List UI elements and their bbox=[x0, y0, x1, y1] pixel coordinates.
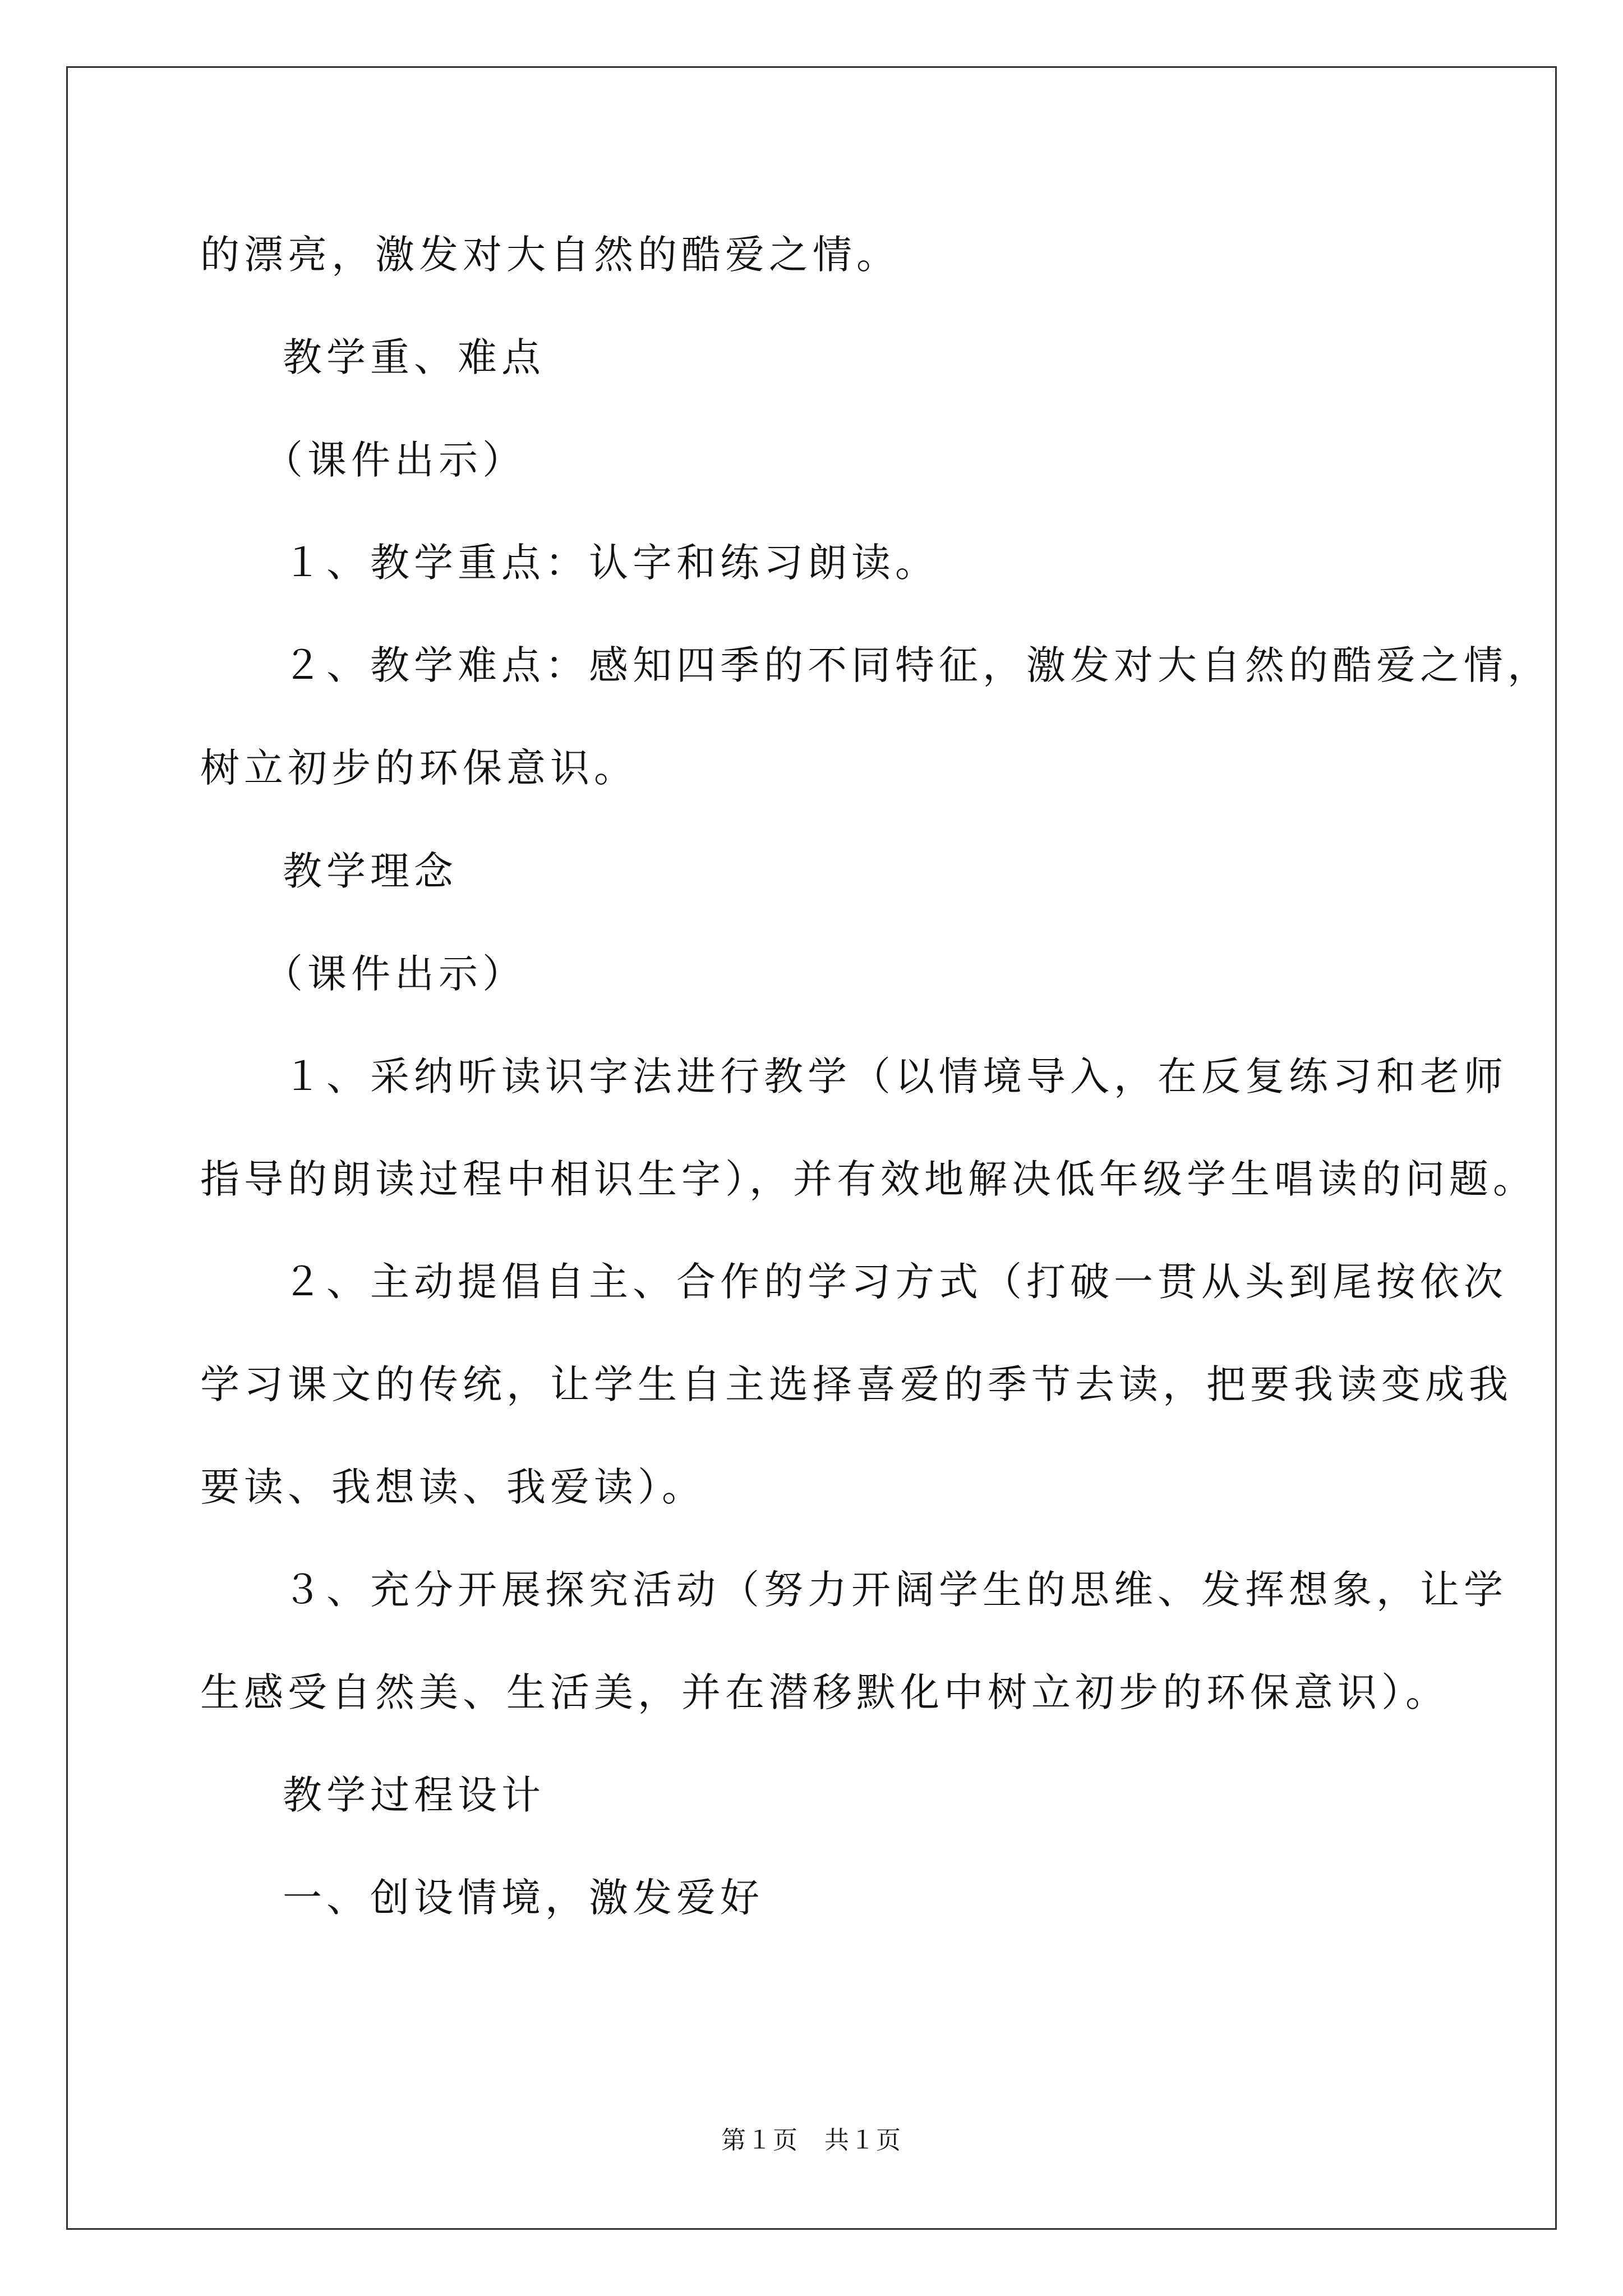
text-line-14: ３、充分开展探究活动（努力开阔学生的思维、发挥想象，让学 bbox=[283, 1567, 1507, 1613]
text-line-9: １、采纳听读识字法进行教学（以情境导入，在反复练习和老师 bbox=[283, 1053, 1507, 1099]
text-line-11: ２、主动提倡自主、合作的学习方式（打破一贯从头到尾按依次 bbox=[283, 1259, 1507, 1305]
courseware-note-2: （课件出示） bbox=[264, 951, 526, 997]
text-line-1: 的漂亮，激发对大自然的酷爱之情。 bbox=[200, 232, 900, 278]
text-line-15: 生感受自然美、生活美，并在潜移默化中树立初步的环保意识）。 bbox=[200, 1669, 1449, 1715]
text-line-5: ２、教学难点：感知四季的不同特征，激发对大自然的酷爱之情， bbox=[283, 642, 1551, 688]
text-line-12: 学习课文的传统，让学生自主选择喜爱的季节去读，把要我读变成我 bbox=[200, 1361, 1513, 1407]
heading-process-design: 教学过程设计 bbox=[283, 1772, 545, 1818]
courseware-note-1: （课件出示） bbox=[264, 437, 526, 483]
text-line-13: 要读、我想读、我爱读）。 bbox=[200, 1464, 706, 1510]
text-line-4: １、教学重点：认字和练习朗读。 bbox=[283, 540, 939, 586]
text-line-6: 树立初步的环保意识。 bbox=[200, 745, 638, 791]
text-line-10: 指导的朗读过程中相识生字），并有效地解决低年级学生唱读的问题。 bbox=[200, 1156, 1537, 1202]
page-footer: 第１页 共１页 bbox=[721, 2126, 902, 2155]
heading-key-points: 教学重、难点 bbox=[283, 334, 545, 380]
heading-teaching-philosophy: 教学理念 bbox=[283, 848, 458, 894]
heading-section-one: 一、创设情境，激发爱好 bbox=[283, 1875, 764, 1921]
